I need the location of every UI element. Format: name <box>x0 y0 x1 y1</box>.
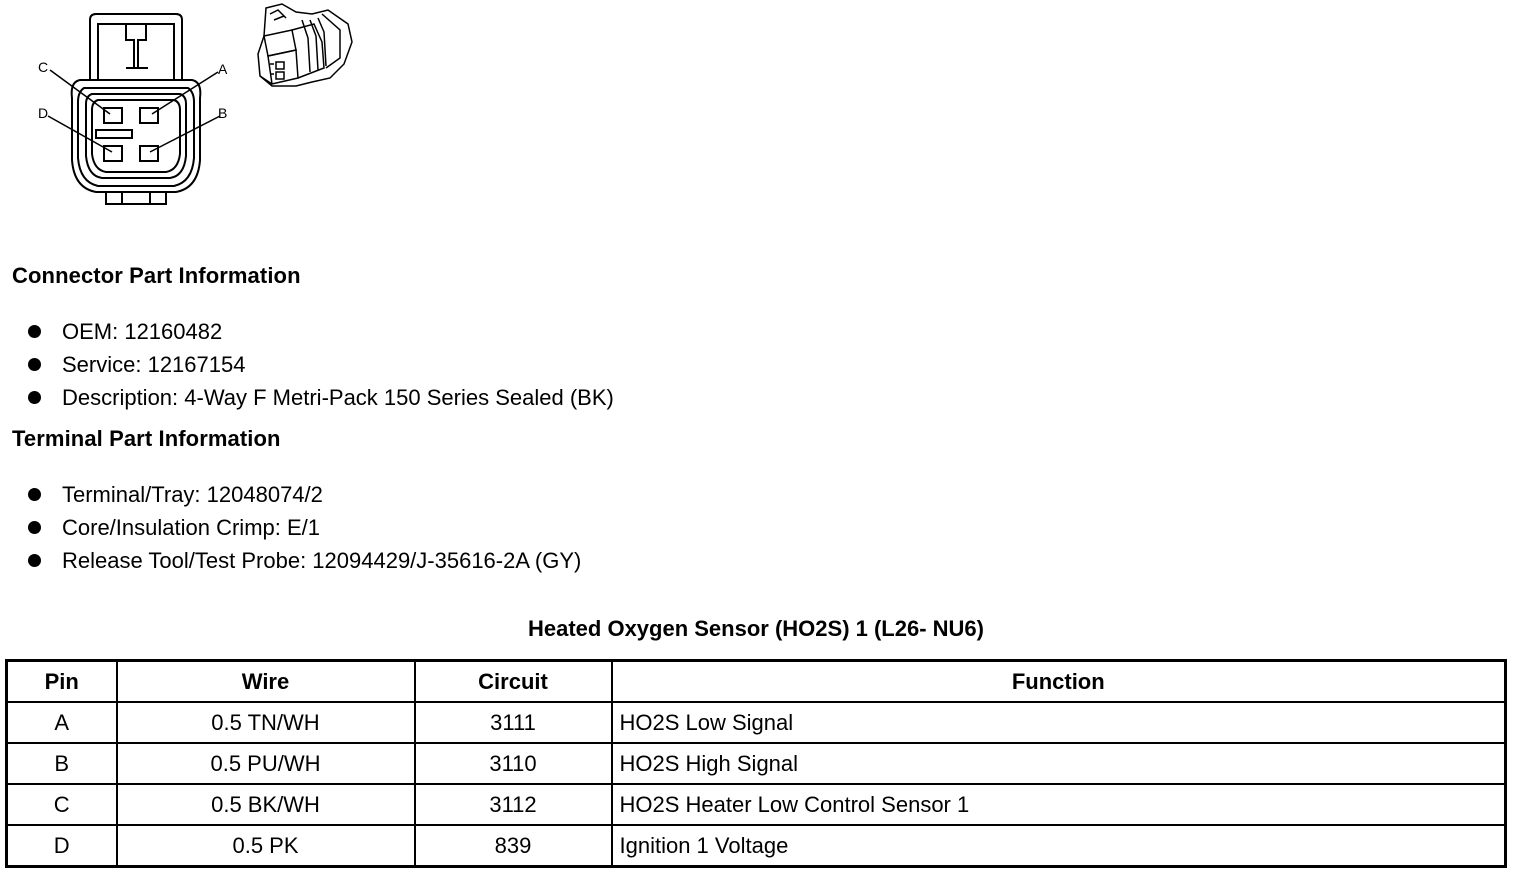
bullet-icon <box>28 358 41 371</box>
header-function: Function <box>612 661 1506 703</box>
cell-pin: C <box>7 784 117 825</box>
table-row <box>7 702 1506 743</box>
bullet-icon <box>28 554 41 567</box>
list-item: Service: 12167154 <box>28 348 614 381</box>
connector-face-diagram <box>30 2 240 212</box>
connector-housing <box>72 14 201 204</box>
cell-wire: 0.5 TN/WH <box>117 702 415 743</box>
cell-circuit: 839 <box>415 825 612 867</box>
table-row <box>7 743 1506 784</box>
cell-circuit: 3110 <box>415 743 612 784</box>
table-header-row <box>7 661 1506 703</box>
cell-circuit: 3111 <box>415 702 612 743</box>
cell-wire: 0.5 BK/WH <box>117 784 415 825</box>
terminal-part-heading: Terminal Part Information <box>12 426 281 451</box>
connector-part-heading: Connector Part Information <box>12 263 301 288</box>
bullet-icon <box>28 521 41 534</box>
pin-label-b: B <box>218 105 228 121</box>
list-item: Description: 4-Way F Metri-Pack 150 Series Sealed (BK) <box>28 381 614 414</box>
pin-label-d: D <box>38 105 49 121</box>
cell-pin: D <box>7 825 117 867</box>
cell-function: HO2S Low Signal <box>612 702 1506 743</box>
table-row <box>7 825 1506 867</box>
pin-label-a: A <box>218 61 228 77</box>
list-item: Release Tool/Test Probe: 12094429/J-35616-2A (GY) <box>28 544 581 577</box>
cell-wire: 0.5 PK <box>117 825 415 867</box>
cell-function: Ignition 1 Voltage <box>612 825 1506 867</box>
cell-pin: B <box>7 743 117 784</box>
connector-part-list <box>28 315 614 414</box>
pin-label-c: C <box>38 59 49 75</box>
header-wire: Wire <box>117 661 415 703</box>
cell-circuit: 3112 <box>415 784 612 825</box>
table-row <box>7 784 1506 825</box>
pinout-table <box>5 659 1507 868</box>
list-item: OEM: 12160482 <box>28 315 614 348</box>
cell-wire: 0.5 PU/WH <box>117 743 415 784</box>
list-item: Core/Insulation Crimp: E/1 <box>28 511 581 544</box>
header-circuit: Circuit <box>415 661 612 703</box>
list-item: Terminal/Tray: 12048074/2 <box>28 478 581 511</box>
header-pin: Pin <box>7 661 117 703</box>
bullet-icon <box>28 325 41 338</box>
pin-cavities <box>96 108 158 161</box>
bullet-icon <box>28 391 41 404</box>
cell-function: HO2S High Signal <box>612 743 1506 784</box>
cell-pin: A <box>7 702 117 743</box>
bullet-icon <box>28 488 41 501</box>
terminal-part-list <box>28 478 581 577</box>
table-title: Heated Oxygen Sensor (HO2S) 1 (L26- NU6) <box>527 616 984 641</box>
cell-function: HO2S Heater Low Control Sensor 1 <box>612 784 1506 825</box>
connector-isometric-picture <box>252 2 362 92</box>
